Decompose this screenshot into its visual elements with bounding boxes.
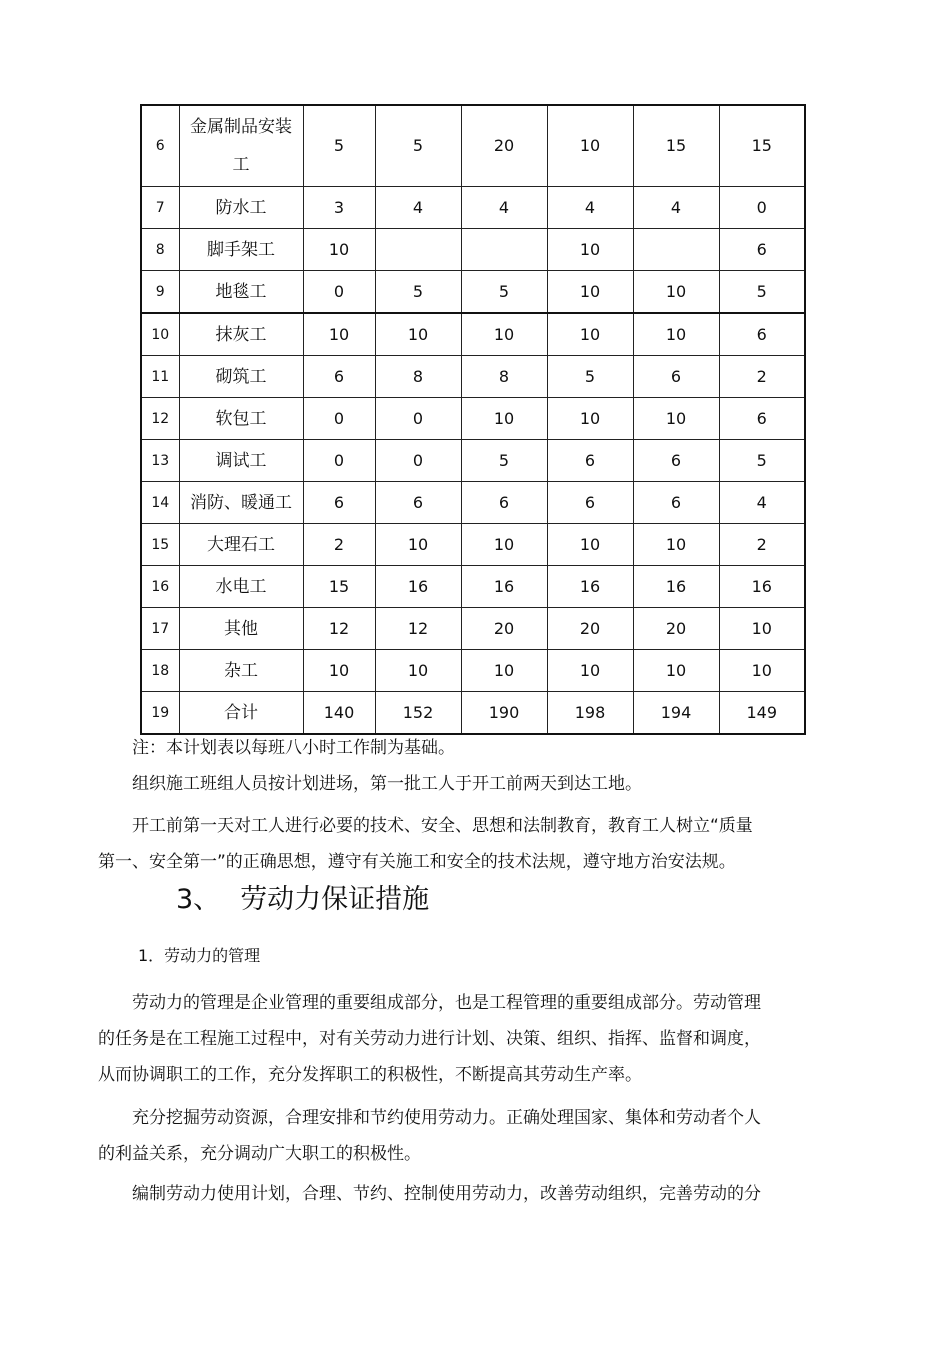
value-cell: 190 [461,692,547,735]
value-cell: 3 [303,187,375,229]
value-cell: 6 [633,440,719,482]
paragraph-education [98,808,802,880]
table-row [141,440,805,482]
value-cell: 6 [461,482,547,524]
table-row [141,692,805,735]
value-cell: 10 [633,650,719,692]
value-cell: 0 [303,398,375,440]
value-cell: 8 [461,356,547,398]
paragraph-line: 的利益关系，充分调动广大职工的积极性。 [98,1144,421,1164]
value-cell: 10 [303,229,375,271]
value-cell: 15 [719,105,805,187]
value-cell: 0 [303,440,375,482]
value-cell: 10 [461,524,547,566]
value-cell: 10 [461,650,547,692]
work-type-cell: 脚手架工 [179,229,303,271]
value-cell: 15 [303,566,375,608]
value-cell: 10 [633,398,719,440]
value-cell: 16 [375,566,461,608]
value-cell: 194 [633,692,719,735]
value-cell: 5 [461,440,547,482]
value-cell: 10 [633,524,719,566]
paragraph-line: 编制劳动力使用计划，合理、节约、控制使用劳动力，改善劳动组织，完善劳动的分 [132,1184,761,1204]
value-cell: 10 [547,524,633,566]
paragraph-line: 第一、安全第一”的正确思想，遵守有关施工和安全的技术法规，遵守地方治安法规。 [98,852,736,872]
value-cell [461,229,547,271]
table-row [141,524,805,566]
table-row [141,187,805,229]
value-cell: 6 [375,482,461,524]
work-type-cell: 软包工 [179,398,303,440]
work-type-cell: 抹灰工 [179,313,303,356]
value-cell: 10 [633,271,719,314]
note-line: 注：本计划表以每班八小时工作制为基础。 [132,738,455,758]
value-cell: 10 [547,229,633,271]
value-cell: 10 [719,608,805,650]
value-cell: 10 [375,650,461,692]
row-number-cell: 15 [141,524,179,566]
row-number-cell: 11 [141,356,179,398]
value-cell: 0 [375,440,461,482]
value-cell: 0 [375,398,461,440]
table-row [141,105,805,187]
table-row [141,650,805,692]
value-cell: 12 [303,608,375,650]
subsection-heading: 1．劳动力的管理 [138,946,261,965]
value-cell: 6 [719,313,805,356]
paragraph-line: 从而协调职工的工作，充分发挥职工的积极性，不断提高其劳动生产率。 [98,1065,642,1085]
work-type-cell: 大理石工 [179,524,303,566]
paragraph-line: 的任务是在工程施工过程中，对有关劳动力进行计划、决策、组织、指挥、监督和调度， [98,1029,761,1049]
value-cell: 10 [375,524,461,566]
labor-plan-table [140,104,806,735]
work-type-cell: 防水工 [179,187,303,229]
section-number: 3、 [176,884,221,915]
value-cell: 10 [547,398,633,440]
value-cell: 0 [719,187,805,229]
value-cell: 20 [461,105,547,187]
value-cell: 5 [547,356,633,398]
value-cell: 198 [547,692,633,735]
value-cell: 8 [375,356,461,398]
table-row [141,271,805,314]
value-cell: 2 [719,356,805,398]
work-type-cell: 合计 [179,692,303,735]
work-type-cell: 金属制品安装 工 [179,105,303,187]
value-cell: 10 [547,650,633,692]
value-cell: 16 [547,566,633,608]
table-note [98,730,836,766]
row-number-cell: 16 [141,566,179,608]
value-cell: 15 [633,105,719,187]
work-type-cell: 地毯工 [179,271,303,314]
section-heading [176,880,429,920]
value-cell: 10 [547,313,633,356]
value-cell: 10 [461,313,547,356]
table-row [141,229,805,271]
row-number-cell: 13 [141,440,179,482]
value-cell: 12 [375,608,461,650]
value-cell: 20 [547,608,633,650]
paragraph-team-entry [98,766,836,802]
value-cell: 10 [719,650,805,692]
value-cell: 2 [719,524,805,566]
value-cell: 6 [547,482,633,524]
row-number-cell: 10 [141,313,179,356]
value-cell: 6 [303,482,375,524]
value-cell: 6 [633,482,719,524]
work-type-cell: 调试工 [179,440,303,482]
value-cell: 5 [719,271,805,314]
paragraph-line: 组织施工班组人员按计划进场，第一批工人于开工前两天到达工地。 [132,774,642,794]
work-type-cell: 杂工 [179,650,303,692]
value-cell: 16 [719,566,805,608]
value-cell: 10 [633,313,719,356]
paragraph-line: 开工前第一天对工人进行必要的技术、安全、思想和法制教育，教育工人树立“质量 [132,816,753,836]
value-cell: 152 [375,692,461,735]
value-cell: 10 [375,313,461,356]
value-cell: 10 [547,271,633,314]
value-cell: 6 [303,356,375,398]
value-cell [633,229,719,271]
value-cell: 20 [461,608,547,650]
value-cell: 4 [719,482,805,524]
value-cell: 6 [547,440,633,482]
value-cell: 10 [303,313,375,356]
table-row [141,356,805,398]
row-number-cell: 18 [141,650,179,692]
value-cell: 5 [375,105,461,187]
paragraph-labor-resources [98,1100,802,1172]
paragraph-line: 充分挖掘劳动资源，合理安排和节约使用劳动力。正确处理国家、集体和劳动者个人 [132,1108,761,1128]
table-row [141,566,805,608]
row-number-cell: 8 [141,229,179,271]
paragraph-labor-management [98,985,802,1093]
paragraph-labor-plan [98,1176,802,1212]
table-row [141,313,805,356]
value-cell: 10 [461,398,547,440]
section-title: 劳动力保证措施 [240,884,430,915]
work-type-cell: 其他 [179,608,303,650]
row-number-cell: 6 [141,105,179,187]
value-cell: 2 [303,524,375,566]
row-number-cell: 9 [141,271,179,314]
value-cell: 4 [633,187,719,229]
value-cell: 5 [303,105,375,187]
value-cell: 6 [719,398,805,440]
value-cell: 10 [303,650,375,692]
row-number-cell: 7 [141,187,179,229]
value-cell: 4 [461,187,547,229]
value-cell: 5 [375,271,461,314]
paragraph-line: 劳动力的管理是企业管理的重要组成部分，也是工程管理的重要组成部分。劳动管理 [132,993,761,1013]
work-type-cell: 水电工 [179,566,303,608]
row-number-cell: 14 [141,482,179,524]
value-cell: 16 [633,566,719,608]
value-cell: 20 [633,608,719,650]
value-cell: 149 [719,692,805,735]
table-row [141,482,805,524]
value-cell: 10 [547,105,633,187]
row-number-cell: 19 [141,692,179,735]
table-row [141,398,805,440]
value-cell: 16 [461,566,547,608]
row-number-cell: 12 [141,398,179,440]
value-cell [375,229,461,271]
work-type-cell: 消防、暖通工 [179,482,303,524]
value-cell: 6 [633,356,719,398]
table-row [141,608,805,650]
value-cell: 4 [375,187,461,229]
value-cell: 0 [303,271,375,314]
row-number-cell: 17 [141,608,179,650]
value-cell: 5 [461,271,547,314]
value-cell: 5 [719,440,805,482]
work-type-cell: 砌筑工 [179,356,303,398]
value-cell: 140 [303,692,375,735]
table-body [141,105,805,734]
value-cell: 4 [547,187,633,229]
value-cell: 6 [719,229,805,271]
